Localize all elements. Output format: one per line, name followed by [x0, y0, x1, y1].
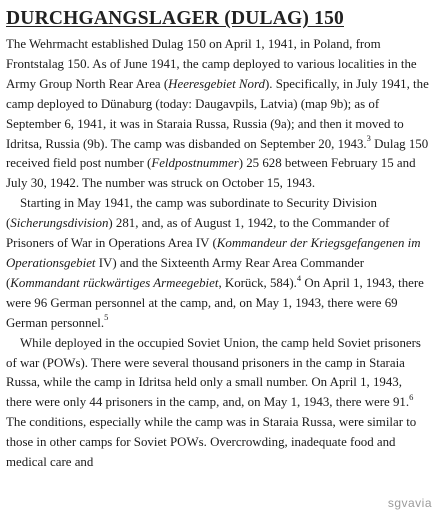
watermark-text: sgvavia — [387, 496, 432, 510]
p1-text-2: ). Specifically, in July 1941, the camp deployed to Dünaburg (today: Daugavpils, Latvia) (map 9b); as of September 6, 1941, it was in Staraia Russa, Russia (9a); and then it moved to Idritsa, Russia (9b). The camp was disbanded on September 20, 1943. — [6, 76, 429, 151]
p3-text-2: The conditions, especially while the camp was in Staraia Russa, were similar to those in other camps for Soviet POWs. Overcrowding, inadequate food and medical care and — [6, 415, 417, 470]
p1-text-3: Dulag 150 received field post number ( — [6, 136, 429, 171]
p2-term-kommandant: Kommandant rückwärtiges Armeegebiet — [10, 275, 219, 290]
footnote-ref-4[interactable]: 4 — [296, 272, 302, 283]
footnote-ref-5[interactable]: 5 — [104, 312, 109, 323]
p2-text-1: Starting in May 1941, the camp was subordinate to Security Division ( — [6, 196, 377, 231]
document-page — [6, 8, 430, 473]
paragraph-2 — [6, 194, 430, 333]
footnote-ref-3[interactable]: 3 — [366, 133, 371, 144]
p1-text-4: ) 25 628 between February 15 and July 30, 1942. The number was struck on October 15, 1943. — [6, 156, 416, 191]
p2-text-5: On April 1, 1943, there were 96 German personnel at the camp, and, on May 1, 1943, there were 69 German personnel. — [6, 275, 424, 330]
p2-term-kommandeur: Kommandeur der Kriegsgefangenen im Operationsgebiet — [6, 236, 421, 270]
section-title: DURCHGANGSLAGER (DULAG) 150 — [6, 8, 344, 29]
paragraph-3 — [6, 334, 430, 473]
p2-text-3: IV) and the Sixteenth Army Rear Area Commander ( — [6, 255, 364, 290]
footnote-ref-6[interactable]: 6 — [409, 392, 414, 403]
p1-text-1: The Wehrmacht established Dulag 150 on April 1, 1941, in Poland, from Frontstalag 150. As of June 1941, the camp deployed to various localities in the Army Group North Rear Area ( — [6, 37, 417, 91]
p1-term-heeresgebiet: Heeresgebiet Nord — [168, 76, 265, 91]
p3-text-1: While deployed in the occupied Soviet Union, the camp held Soviet prisoners of war (POWs). There were several thousand prisoners in the camp in Staraia Russa, while the camp in Idritsa held only a small number. On April 1, 1943, there were only 44 prisoners in the camp, and, on May 1, 1943, there were 91. — [6, 335, 421, 410]
paragraph-1 — [6, 35, 430, 194]
p2-term-sicherungsdivision: Sicherungsdivision — [10, 216, 109, 231]
p1-term-feldpostnummer: Feldpostnummer — [151, 156, 239, 171]
p2-text-4: , Korück, 584). — [218, 275, 297, 290]
p2-text-2: ) 281, and, as of August 1, 1942, to the Commander of Prisoners of War in Operations Area IV ( — [6, 216, 390, 251]
